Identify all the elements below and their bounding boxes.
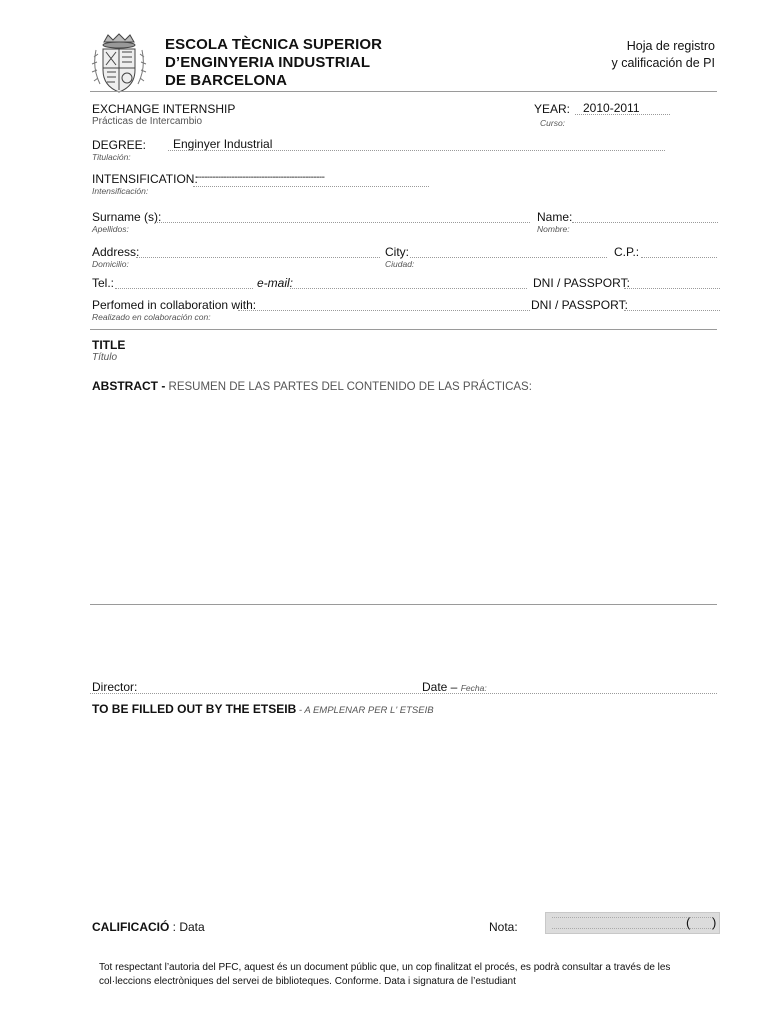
abstract-divider bbox=[90, 604, 717, 605]
surname-label: Surname (s): bbox=[92, 210, 162, 224]
director-label: Director: bbox=[92, 680, 138, 694]
section-divider bbox=[90, 329, 717, 330]
dni-line bbox=[624, 288, 720, 289]
city-sub: Ciudad: bbox=[385, 259, 415, 269]
etseib-sub: - A EMPLENAR PER L' ETSEIB bbox=[296, 705, 434, 716]
exchange-sub: Prácticas de Intercambio bbox=[92, 116, 203, 127]
degree-sub: Titulación: bbox=[92, 152, 131, 162]
intensification-line bbox=[193, 186, 429, 187]
tel-line bbox=[115, 288, 253, 289]
calificacio-data-label: : Data bbox=[169, 920, 205, 934]
signature-line bbox=[90, 693, 717, 694]
dni-field[interactable] bbox=[624, 272, 720, 288]
school-name-line3: DE BARCELONA bbox=[165, 72, 288, 89]
grade-box[interactable] bbox=[545, 912, 720, 934]
name-label: Name: bbox=[537, 210, 573, 224]
name-line bbox=[572, 222, 718, 223]
city-label: City: bbox=[385, 245, 409, 259]
surname-line bbox=[157, 222, 530, 223]
abstract-heading bbox=[92, 379, 532, 393]
date-label: Date – bbox=[422, 680, 458, 694]
title-label: TITLE bbox=[92, 338, 126, 352]
calificacio-label: CALIFICACIÓ bbox=[92, 920, 170, 934]
cp-field[interactable] bbox=[641, 241, 717, 257]
header-divider bbox=[90, 91, 717, 92]
intensification-value: ----------------------------------------------- bbox=[196, 172, 325, 183]
year-label: YEAR: bbox=[534, 102, 571, 116]
city-line bbox=[410, 257, 607, 258]
collaboration-field[interactable] bbox=[238, 294, 530, 310]
degree-value: Enginyer Industrial bbox=[173, 137, 273, 151]
address-sub: Domicilio: bbox=[92, 259, 129, 269]
grade-paren-close: ) bbox=[712, 915, 717, 930]
nota-label: Nota: bbox=[489, 920, 518, 934]
title-sub: Título bbox=[92, 352, 118, 363]
email-field[interactable] bbox=[290, 272, 527, 288]
date-sub: Fecha: bbox=[460, 683, 487, 693]
surname-sub: Apellidos: bbox=[92, 224, 129, 234]
tel-label: Tel.: bbox=[92, 276, 115, 290]
grade-paren-open: ( bbox=[686, 915, 691, 930]
sheet-title-line2: y calificación de PI bbox=[611, 56, 715, 70]
footer-note: Tot respectant l’autoria del PFC, aquest és un document públic que, un cop finalitzat el procés, es podrà consultar a través de les col·leccions electròniques del servei de biblioteques. Conforme. Data i signatura de l’estudiant bbox=[99, 962, 671, 987]
collaboration-label: Perfomed in collaboration with: bbox=[92, 298, 257, 312]
address-line bbox=[136, 257, 380, 258]
year-sub: Curso: bbox=[540, 118, 566, 128]
dni-label: DNI / PASSPORT: bbox=[533, 276, 630, 290]
cp-label: C.P.: bbox=[614, 245, 640, 259]
intensification-field[interactable] bbox=[193, 170, 429, 186]
name-field[interactable] bbox=[572, 206, 718, 222]
email-label: e-mail: bbox=[257, 276, 294, 290]
tel-field[interactable] bbox=[115, 272, 253, 288]
director-field[interactable] bbox=[135, 676, 415, 692]
abstract-text: RESUMEN DE LAS PARTES DEL CONTENIDO DE LAS PRÁCTICAS: bbox=[165, 381, 532, 393]
degree-label: DEGREE: bbox=[92, 138, 147, 152]
etseib-label: TO BE FILLED OUT BY THE ETSEIB bbox=[92, 702, 297, 716]
sheet-title-line1: Hoja de registro bbox=[626, 39, 715, 53]
collaboration-line bbox=[238, 310, 530, 311]
school-name-line2: D’ENGINYERIA INDUSTRIAL bbox=[165, 54, 371, 71]
year-value: 2010-2011 bbox=[583, 101, 640, 115]
dni2-label: DNI / PASSPORT: bbox=[531, 298, 628, 312]
city-field[interactable] bbox=[410, 241, 607, 257]
surname-field[interactable] bbox=[157, 206, 530, 222]
address-field[interactable] bbox=[136, 241, 380, 257]
exchange-label: EXCHANGE INTERNSHIP bbox=[92, 102, 236, 116]
intensification-sub: Intensificación: bbox=[92, 186, 149, 196]
etseib-heading bbox=[92, 702, 434, 716]
abstract-label: ABSTRACT - bbox=[92, 379, 166, 393]
year-field[interactable] bbox=[575, 99, 670, 115]
collaboration-sub: Realizado en colaboración con: bbox=[92, 312, 211, 322]
school-crest-logo bbox=[90, 32, 148, 96]
address-label: Address: bbox=[92, 245, 140, 259]
school-name bbox=[165, 36, 382, 90]
cp-line bbox=[641, 257, 717, 258]
name-sub: Nombre: bbox=[537, 224, 570, 234]
date-heading bbox=[422, 680, 487, 694]
date-field[interactable] bbox=[486, 676, 716, 692]
degree-field[interactable] bbox=[168, 135, 665, 151]
dni2-line bbox=[624, 310, 720, 311]
dni2-field[interactable] bbox=[624, 294, 720, 310]
abstract-area[interactable] bbox=[92, 400, 717, 598]
email-line bbox=[290, 288, 527, 289]
calificacio-heading bbox=[92, 920, 205, 934]
intensification-label: INTENSIFICATION: bbox=[92, 172, 198, 186]
school-name-line1: ESCOLA TÈCNICA SUPERIOR bbox=[165, 36, 383, 53]
sheet-title bbox=[611, 38, 715, 72]
